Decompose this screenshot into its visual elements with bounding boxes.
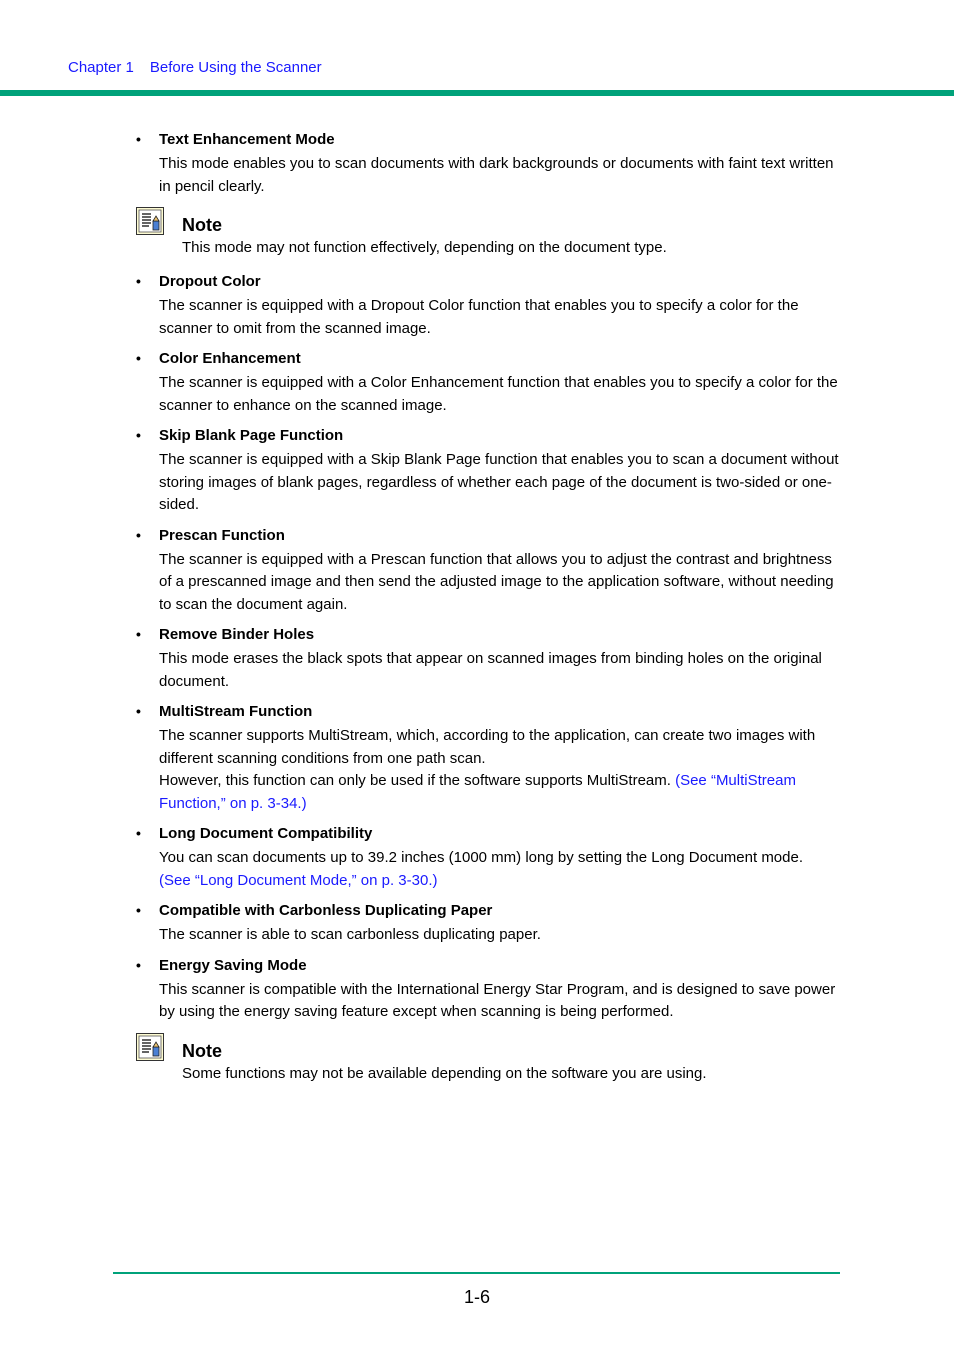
feature-description-text: The scanner supports MultiStream, which, according to the application, can create two images with different scanning conditions from one path scan. — [159, 727, 816, 767]
feature-title: Prescan Function — [159, 526, 285, 544]
feature-title: Energy Saving Mode — [159, 956, 307, 974]
bullet: • — [136, 825, 141, 841]
feature-item — [136, 701, 846, 815]
feature-item — [136, 129, 846, 198]
note-title: Note — [182, 215, 222, 235]
bullet: • — [136, 427, 141, 443]
feature-description: The scanner is equipped with a Dropout Color function that enables you to specify a color for the scanner to omit from the scanned image. — [159, 297, 799, 337]
feature-description: This scanner is compatible with the International Energy Star Program, and is designed to save power by using the energy saving feature except when scanning is being performed. — [159, 980, 836, 1020]
feature-description: This mode enables you to scan documents with dark backgrounds or documents with faint text written in pencil clearly. — [159, 155, 834, 195]
bullet: • — [136, 526, 141, 543]
header-rule — [0, 90, 954, 96]
feature-description-text: You can scan documents up to 39.2 inches (1000 mm) long by setting the Long Document mode. — [159, 849, 804, 866]
feature-item — [136, 348, 846, 417]
bullet: • — [136, 956, 141, 973]
feature-description — [159, 725, 846, 815]
bullet: • — [136, 703, 141, 719]
long-document-reference-link[interactable]: (See “Long Document Mode,” on p. 3-30.) — [159, 871, 438, 889]
feature-description: The scanner is equipped with a Prescan function that allows you to adjust the contrast and brightness of a prescanned image and then send the adjusted image to the application software, without needing to scan the document again. — [159, 550, 834, 613]
feature-description: The scanner is equipped with a Color Enhancement function that enables you to specify a color for the scanner to enhance on the scanned image. — [159, 374, 838, 414]
note-icon — [136, 207, 164, 235]
feature-title: Compatible with Carbonless Duplicating Paper — [159, 902, 493, 919]
feature-title: Long Document Compatibility — [159, 825, 373, 842]
bullet: • — [136, 131, 141, 147]
footer-rule — [113, 1272, 840, 1274]
main-content — [136, 129, 846, 1097]
header-chapter-link[interactable]: Chapter 1 — [68, 59, 134, 76]
header-title-link[interactable]: Before Using the Scanner — [149, 59, 322, 76]
note-box — [136, 206, 846, 259]
feature-item — [136, 525, 846, 617]
feature-title: Text Enhancement Mode — [159, 131, 335, 148]
running-header — [68, 59, 322, 76]
feature-description: The scanner is equipped with a Skip Blank Page function that enables you to scan a document without storing images of blank pages, regardless of whether each page of the document is two-sided or one-sided. — [159, 451, 839, 513]
bullet: • — [136, 273, 141, 289]
note-box — [136, 1032, 846, 1085]
multistream-reference-link[interactable]: (See “MultiStream Function,” on p. 3-34.) — [159, 772, 796, 812]
feature-item — [136, 823, 846, 892]
feature-description: This mode erases the black spots that appear on scanned images from binding holes on the original document. — [159, 650, 822, 690]
feature-item — [136, 955, 846, 1024]
note-text: Some functions may not be available depending on the software you are using. — [182, 1064, 707, 1082]
note-icon — [136, 1033, 164, 1061]
feature-title: MultiStream Function — [159, 703, 313, 720]
bullet: • — [136, 350, 141, 366]
feature-title: Remove Binder Holes — [159, 626, 315, 643]
feature-item — [136, 425, 846, 517]
feature-item — [136, 624, 846, 693]
feature-description: The scanner is able to scan carbonless duplicating paper. — [159, 926, 541, 943]
feature-title: Skip Blank Page Function — [159, 427, 344, 444]
feature-item — [136, 900, 846, 947]
feature-title: Color Enhancement — [159, 350, 301, 367]
feature-description — [159, 847, 846, 892]
feature-description-text-2: However, this function can only be used if the software supports MultiStream. — [159, 772, 671, 789]
bullet: • — [136, 902, 141, 918]
note-title: Note — [182, 1040, 222, 1061]
feature-item — [136, 271, 846, 340]
page-number: 1-6 — [463, 1287, 490, 1307]
note-text: This mode may not function effectively, depending on the document type. — [182, 239, 667, 256]
feature-title: Dropout Color — [159, 273, 261, 290]
bullet: • — [136, 626, 141, 642]
